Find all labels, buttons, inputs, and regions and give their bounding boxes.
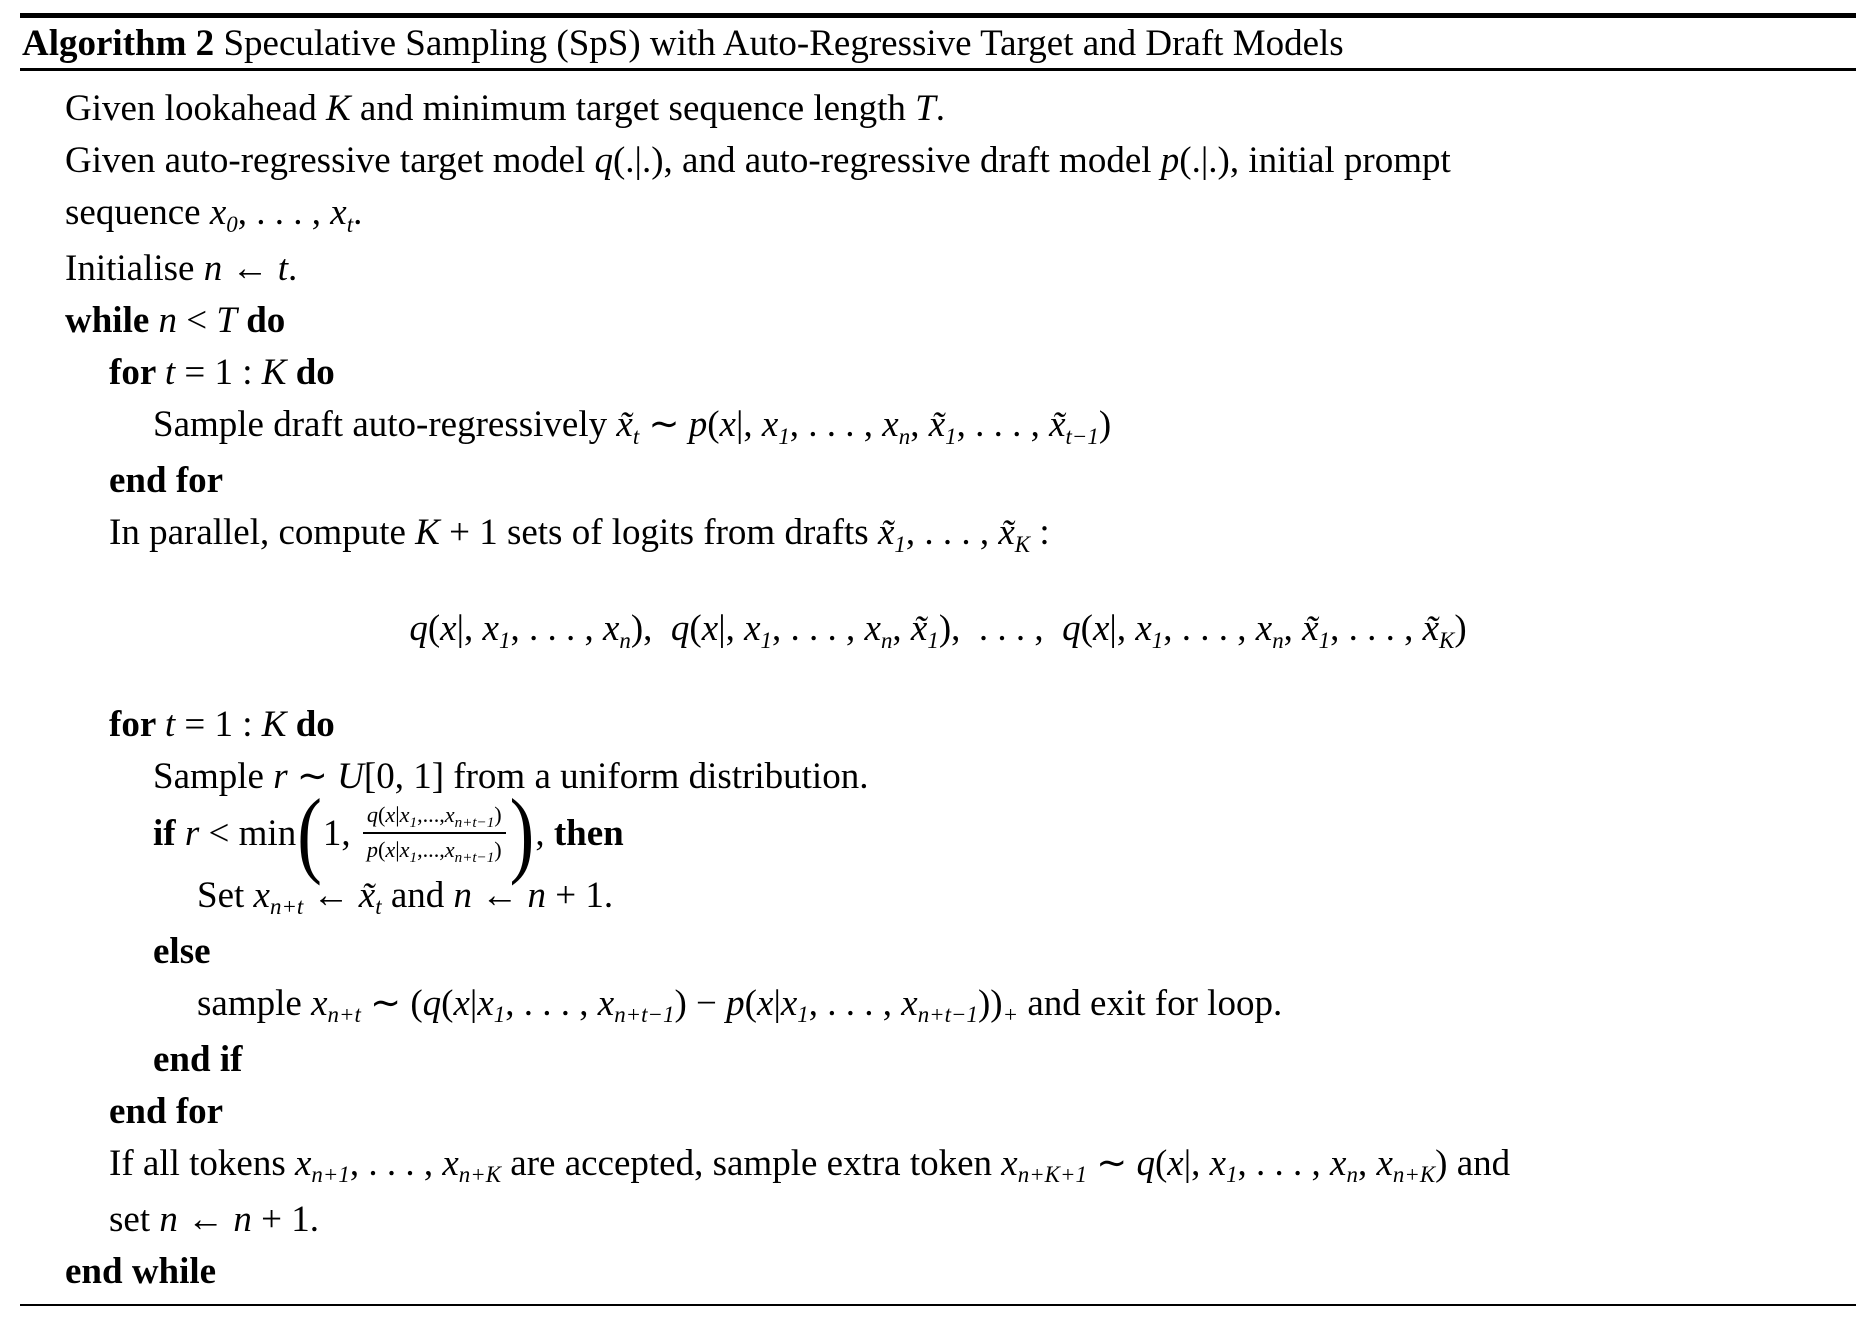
algo-line-19: If all tokens xn+1, . . . , xn+K are accepted, sample extra token xn+K+1 ∼ q(x|, x1, . . . , xn, xn+K) and bbox=[109, 1142, 1511, 1188]
algo-line-11: for t = 1 : K do bbox=[109, 704, 335, 745]
algo-line-4: Initialise n ← t. bbox=[65, 248, 298, 289]
algo-line-20: set n ← n + 1. bbox=[109, 1198, 319, 1240]
algo-line-7: Sample draft auto-regressively x̃t ∼ p(x|, x1, . . . , xn, x̃1, . . . , x̃t−1) bbox=[153, 404, 1112, 449]
algo-line-16: sample xn+t ∼ (q(x|x1, . . . , xn+t−1) − p(x|x1, . . . , xn+t−1))+ and exit for loop. bbox=[197, 982, 1283, 1028]
algo-line-3: sequence x0, . . . , xt. bbox=[65, 192, 363, 237]
algo-line-1: Given lookahead K and minimum target sequence length T. bbox=[65, 88, 945, 129]
algorithm-header bbox=[22, 18, 1856, 68]
algo-line-9: In parallel, compute K + 1 sets of logits from drafts x̃1, . . . , x̃K : bbox=[109, 512, 1050, 557]
algo-line-14: Set xn+t ← x̃t and n ← n + 1. bbox=[197, 874, 614, 920]
algo-line-18: end for bbox=[109, 1090, 224, 1132]
display-equation: q(x|, x1, . . . , xn), q(x|, x1, . . . , xn, x̃1), . . . , q(x|, x1, . . . , xn, x̃1, . . . , x̃K) bbox=[409, 608, 1467, 653]
algo-line-17: end if bbox=[153, 1038, 243, 1080]
algorithm-number-label: Algorithm 2 bbox=[22, 22, 215, 64]
algorithm-title: Speculative Sampling (SpS) with Auto-Regressive Target and Draft Models bbox=[214, 22, 1344, 64]
algo-line-21: end while bbox=[65, 1250, 217, 1292]
algorithm-body bbox=[65, 71, 1856, 1298]
algo-line-5: while n < T do bbox=[65, 300, 286, 341]
bottom-rule bbox=[20, 1304, 1856, 1306]
algo-line-12: Sample r ∼ U[0, 1] from a uniform distribution. bbox=[153, 756, 869, 797]
algo-line-2: Given auto-regressive target model q(.|.), and auto-regressive draft model p(.|.), initial prompt bbox=[65, 140, 1451, 181]
algo-line-15: else bbox=[153, 930, 211, 972]
algo-line-6: for t = 1 : K do bbox=[109, 352, 335, 393]
algo-line-13: if r < min(1, $\frac{q(x|x1,...,xn+t-1)}{p(x|x1,...,xn+t-1)}$ ), then bbox=[153, 780, 624, 888]
algo-line-8: end for bbox=[109, 460, 224, 501]
fraction: $\frac{q(x|x1,...,xn+t-1)}{p(x|x1,...,xn+t-1)}$ bbox=[363, 801, 506, 865]
